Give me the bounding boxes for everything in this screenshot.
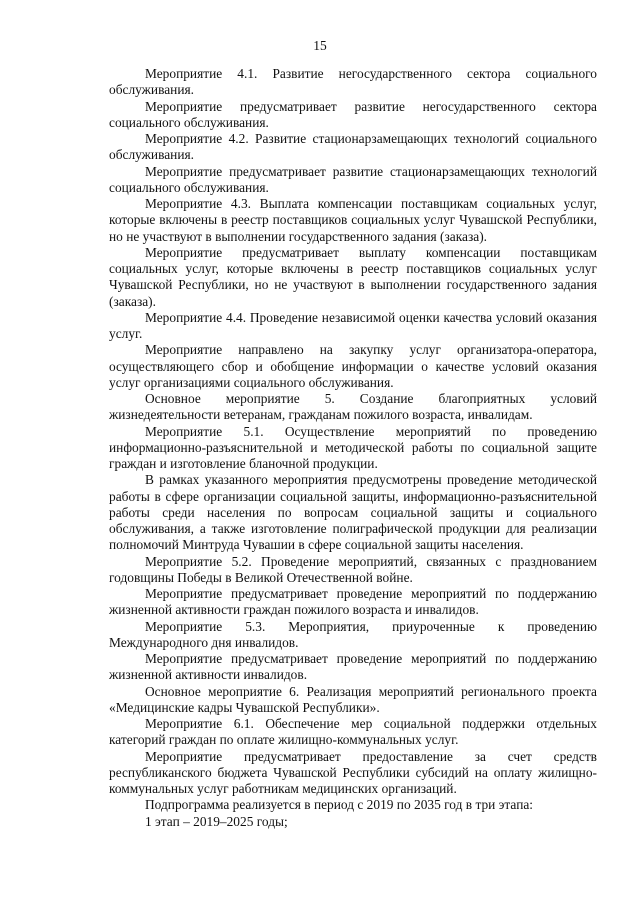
paragraph-main-event-5: Основное мероприятие 5. Создание благоприятных условий жизнедеятельности ветеранам, гражданам пожилого возраста, инвалидам. [109, 391, 597, 423]
document-body [109, 66, 597, 830]
paragraph-subprogram-period: Подпрограмма реализуется в период с 2019 по 2035 год в три этапа: [145, 797, 534, 813]
paragraph-event-4-1-description: Мероприятие предусматривает развитие негосударственного сектора социального обслуживания. [109, 98, 597, 130]
paragraph-event-5-3: Мероприятие 5.3. Мероприятия, приуроченные к проведению Международного дня инвалидов. [109, 618, 597, 650]
paragraph-event-4-3: Мероприятие 4.3. Выплата компенсации поставщикам социальных услуг, которые включены в реестр поставщиков социальных услуг Чувашской Республики, но не участвуют в выполнении государственного задания (заказа). [109, 196, 597, 244]
paragraph-event-4-3-description: Мероприятие предусматривает выплату компенсации поставщикам социальных услуг, которые включены в реестр поставщиков социальных услуг Чувашской Республики, но не участвуют в выполнении государственного задания (заказа). [109, 244, 597, 309]
paragraph-event-4-4-description: Мероприятие направлено на закупку услуг организатора-оператора, осуществляющего сбор и обобщение информации о качестве условий оказания услуг организациями социального обслуживания. [109, 342, 597, 390]
paragraph-event-4-1: Мероприятие 4.1. Развитие негосударственного сектора социального обслуживания. [109, 66, 597, 98]
paragraph-event-6-1-description: Мероприятие предусматривает предоставление за счет средств республиканского бюджета Чувашской Республики субсидий на оплату жилищно-коммунальных услуг работникам медицинских организаций. [109, 748, 597, 796]
paragraph-event-6-1: Мероприятие 6.1. Обеспечение мер социальной поддержки отдельных категорий граждан по оплате жилищно-коммунальных услуг. [109, 716, 597, 748]
paragraph-event-5-1-description: В рамках указанного мероприятия предусмотрены проведение методической работы в сфере организации социальной защиты, информационно-разъяснительной работы среди населения по вопросам социальной защиты и социального обслуживания, а также изготовление полиграфической продукции для реализации полномочий Минтруда Чувашии в сфере социальной защиты населения. [109, 472, 597, 553]
paragraph-main-event-6: Основное мероприятие 6. Реализация мероприятий регионального проекта «Медицинские кадры Чувашской Республики». [109, 683, 597, 715]
paragraph-event-5-2: Мероприятие 5.2. Проведение мероприятий, связанных с празднованием годовщины Победы в Великой Отечественной войне. [109, 553, 597, 585]
paragraph-event-4-4: Мероприятие 4.4. Проведение независимой оценки качества условий оказания услуг. [109, 309, 597, 341]
paragraph-event-4-2-description: Мероприятие предусматривает развитие стационарзамещающих технологий социального обслуживания. [109, 163, 597, 195]
paragraph-event-5-3-description: Мероприятие предусматривает проведение мероприятий по поддержанию жизненной активности инвалидов. [109, 651, 597, 683]
paragraph-event-5-1: Мероприятие 5.1. Осуществление мероприятий по проведению информационно-разъяснительной и методической работы по социальной защите граждан и изготовление бланочной продукции. [109, 423, 597, 471]
paragraph-event-5-2-description: Мероприятие предусматривает проведение мероприятий по поддержанию жизненной активности граждан пожилого возраста и инвалидов. [109, 586, 597, 618]
paragraph-stage-1: 1 этап – 2019–2025 годы; [145, 813, 288, 829]
page-number: 15 [313, 38, 327, 53]
paragraph-event-4-2: Мероприятие 4.2. Развитие стационарзамещающих технологий социального обслуживания. [109, 131, 597, 163]
